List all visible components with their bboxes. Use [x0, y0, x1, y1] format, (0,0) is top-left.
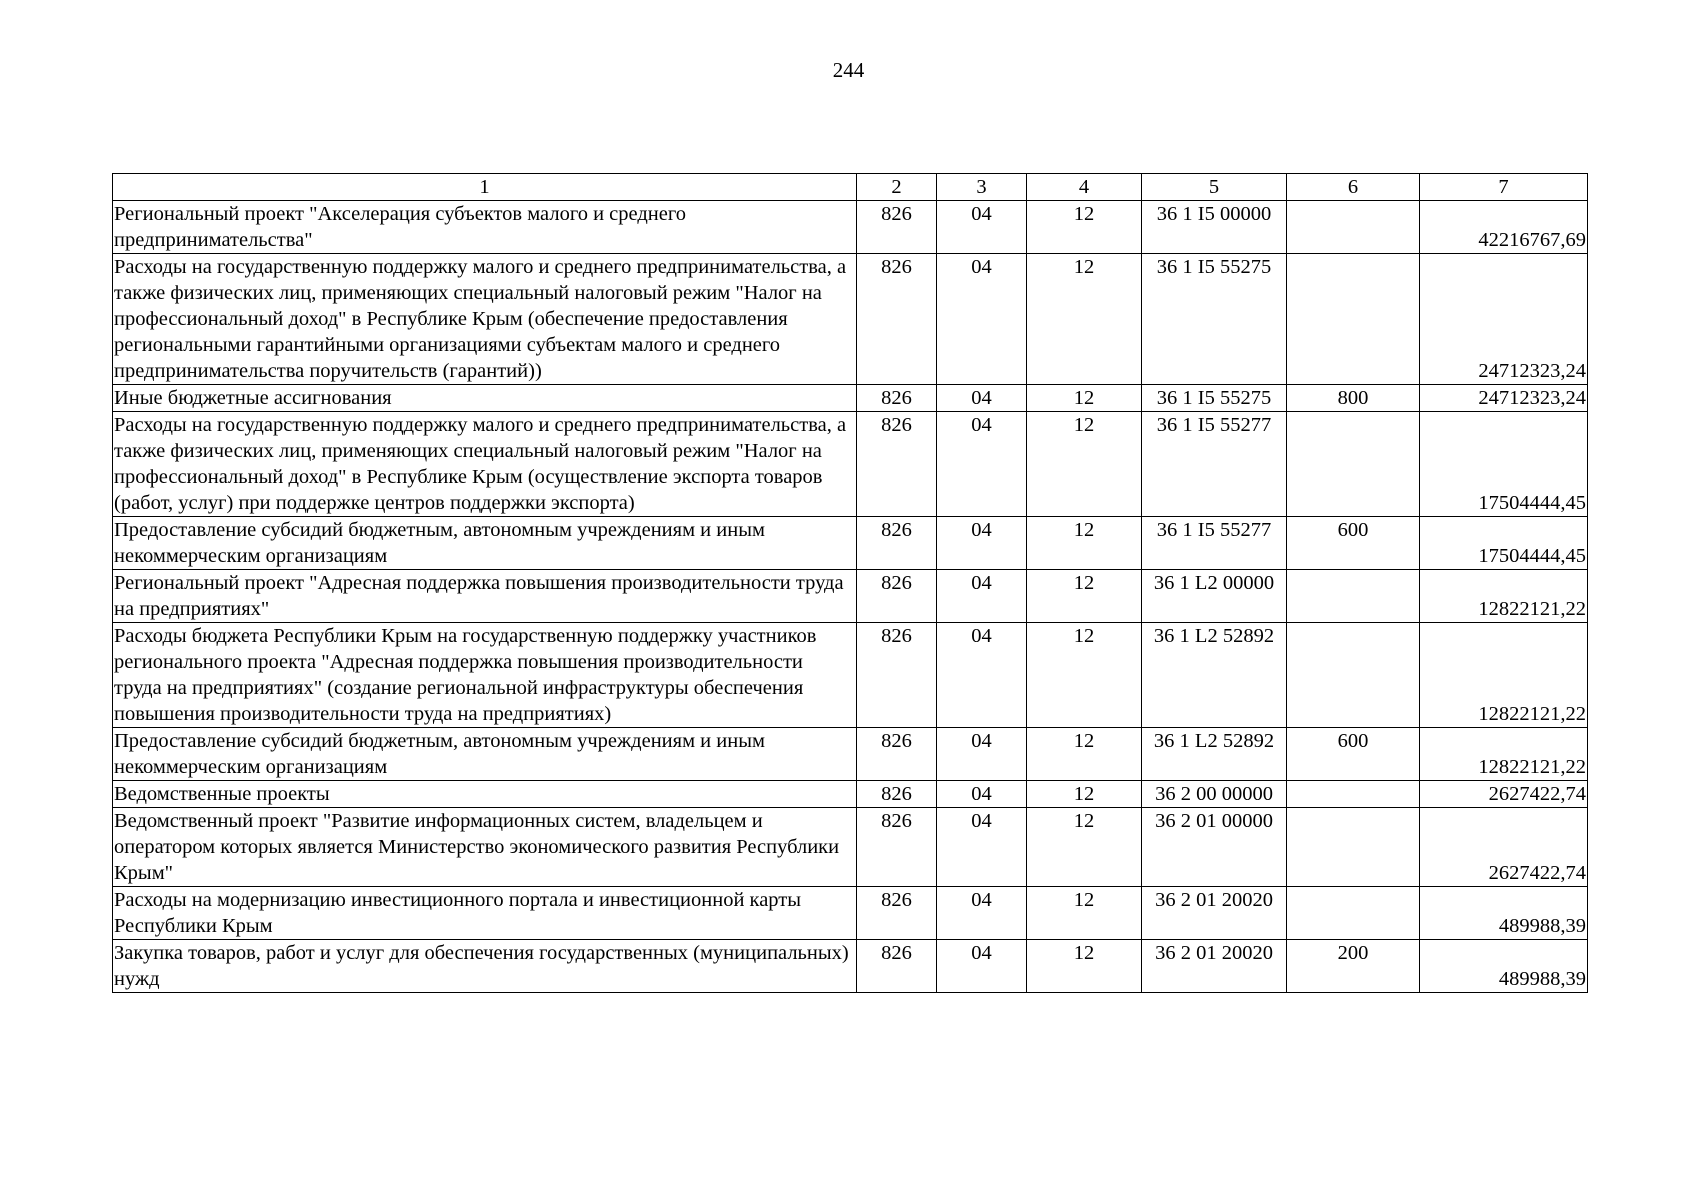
row-section: 04 — [937, 254, 1027, 385]
row-expense-type — [1287, 412, 1420, 517]
row-expense-type — [1287, 887, 1420, 940]
row-name: Предоставление субсидий бюджетным, автономным учреждениям и иным некоммерческим организациям — [113, 728, 857, 781]
row-name: Расходы бюджета Республики Крым на государственную поддержку участников регионального проекта "Адресная поддержка повышения производительности труда на предприятиях" (создание региональной инфраструктуры обеспечения повышения производительности труда на предприятиях) — [113, 623, 857, 728]
row-section: 04 — [937, 808, 1027, 887]
page-number: 244 — [832, 58, 865, 82]
row-expense-type — [1287, 808, 1420, 887]
row-subsection: 12 — [1027, 412, 1142, 517]
row-subsection: 12 — [1027, 254, 1142, 385]
row-section: 04 — [937, 412, 1027, 517]
header-col-5: 5 — [1142, 174, 1287, 201]
row-subsection: 12 — [1027, 201, 1142, 254]
row-subsection: 12 — [1027, 385, 1142, 412]
row-target-article: 36 1 L2 52892 — [1142, 623, 1287, 728]
row-name: Ведомственные проекты — [113, 781, 857, 808]
row-amount: 12822121,22 — [1420, 728, 1588, 781]
row-section: 04 — [937, 940, 1027, 993]
row-ministry-code: 826 — [857, 623, 937, 728]
row-name: Расходы на модернизацию инвестиционного портала и инвестиционной карты Республики Крым — [113, 887, 857, 940]
row-subsection: 12 — [1027, 940, 1142, 993]
row-amount: 24712323,24 — [1420, 385, 1588, 412]
row-target-article: 36 2 01 20020 — [1142, 940, 1287, 993]
row-subsection: 12 — [1027, 517, 1142, 570]
row-name: Предоставление субсидий бюджетным, автономным учреждениям и иным некоммерческим организациям — [113, 517, 857, 570]
row-target-article: 36 1 I5 55277 — [1142, 517, 1287, 570]
row-amount: 2627422,74 — [1420, 808, 1588, 887]
row-ministry-code: 826 — [857, 570, 937, 623]
row-subsection: 12 — [1027, 781, 1142, 808]
row-expense-type — [1287, 254, 1420, 385]
row-section: 04 — [937, 201, 1027, 254]
row-expense-type: 600 — [1287, 517, 1420, 570]
row-amount: 12822121,22 — [1420, 570, 1588, 623]
row-amount: 17504444,45 — [1420, 412, 1588, 517]
row-amount: 12822121,22 — [1420, 623, 1588, 728]
table-row — [113, 412, 1588, 517]
row-ministry-code: 826 — [857, 728, 937, 781]
header-col-1: 1 — [113, 174, 857, 201]
row-subsection: 12 — [1027, 887, 1142, 940]
row-section: 04 — [937, 728, 1027, 781]
row-amount: 489988,39 — [1420, 887, 1588, 940]
table-row — [113, 385, 1588, 412]
header-row — [113, 174, 1588, 201]
row-subsection: 12 — [1027, 623, 1142, 728]
row-expense-type — [1287, 623, 1420, 728]
row-expense-type: 600 — [1287, 728, 1420, 781]
row-target-article: 36 1 I5 55275 — [1142, 385, 1287, 412]
row-section: 04 — [937, 517, 1027, 570]
row-amount: 24712323,24 — [1420, 254, 1588, 385]
row-name: Региональный проект "Акселерация субъектов малого и среднего предпринимательства" — [113, 201, 857, 254]
row-expense-type — [1287, 201, 1420, 254]
row-target-article: 36 1 I5 55277 — [1142, 412, 1287, 517]
row-expense-type: 200 — [1287, 940, 1420, 993]
row-name: Региональный проект "Адресная поддержка повышения производительности труда на предприятиях" — [113, 570, 857, 623]
row-amount: 489988,39 — [1420, 940, 1588, 993]
header-col-6: 6 — [1287, 174, 1420, 201]
row-name: Ведомственный проект "Развитие информационных систем, владельцем и оператором которых является Министерство экономического развития Республики Крым" — [113, 808, 857, 887]
row-target-article: 36 1 L2 00000 — [1142, 570, 1287, 623]
table-row — [113, 728, 1588, 781]
table-row — [113, 808, 1588, 887]
row-target-article: 36 1 I5 55275 — [1142, 254, 1287, 385]
header-col-2: 2 — [857, 174, 937, 201]
row-ministry-code: 826 — [857, 808, 937, 887]
header-col-7: 7 — [1420, 174, 1588, 201]
header-col-4: 4 — [1027, 174, 1142, 201]
row-name: Расходы на государственную поддержку малого и среднего предпринимательства, а также физических лиц, применяющих специальный налоговый режим "Налог на профессиональный доход" в Республике Крым (обеспечение предоставления региональными гарантийными организациями субъектам малого и среднего предпринимательства поручительств (гарантий)) — [113, 254, 857, 385]
table-row — [113, 517, 1588, 570]
table-row — [113, 254, 1588, 385]
row-target-article: 36 1 L2 52892 — [1142, 728, 1287, 781]
row-target-article: 36 2 01 20020 — [1142, 887, 1287, 940]
row-target-article: 36 1 I5 00000 — [1142, 201, 1287, 254]
row-ministry-code: 826 — [857, 887, 937, 940]
table-row — [113, 781, 1588, 808]
row-amount: 2627422,74 — [1420, 781, 1588, 808]
table-header — [113, 174, 1588, 201]
table-body — [113, 201, 1588, 993]
row-name: Закупка товаров, работ и услуг для обеспечения государственных (муниципальных) нужд — [113, 940, 857, 993]
table-row — [113, 623, 1588, 728]
row-ministry-code: 826 — [857, 254, 937, 385]
row-expense-type — [1287, 570, 1420, 623]
row-subsection: 12 — [1027, 728, 1142, 781]
row-section: 04 — [937, 623, 1027, 728]
table-row — [113, 201, 1588, 254]
budget-table — [112, 173, 1588, 993]
table-row — [113, 887, 1588, 940]
row-section: 04 — [937, 385, 1027, 412]
row-ministry-code: 826 — [857, 940, 937, 993]
row-amount: 42216767,69 — [1420, 201, 1588, 254]
row-ministry-code: 826 — [857, 412, 937, 517]
table-row — [113, 570, 1588, 623]
row-section: 04 — [937, 781, 1027, 808]
row-ministry-code: 826 — [857, 781, 937, 808]
row-target-article: 36 2 00 00000 — [1142, 781, 1287, 808]
row-ministry-code: 826 — [857, 201, 937, 254]
row-subsection: 12 — [1027, 570, 1142, 623]
row-target-article: 36 2 01 00000 — [1142, 808, 1287, 887]
row-expense-type: 800 — [1287, 385, 1420, 412]
row-name: Расходы на государственную поддержку малого и среднего предпринимательства, а также физических лиц, применяющих специальный налоговый режим "Налог на профессиональный доход" в Республике Крым (осуществление экспорта товаров (работ, услуг) при поддержке центров поддержки экспорта) — [113, 412, 857, 517]
row-section: 04 — [937, 570, 1027, 623]
row-expense-type — [1287, 781, 1420, 808]
row-name: Иные бюджетные ассигнования — [113, 385, 857, 412]
table-row — [113, 940, 1588, 993]
row-subsection: 12 — [1027, 808, 1142, 887]
header-col-3: 3 — [937, 174, 1027, 201]
row-ministry-code: 826 — [857, 385, 937, 412]
row-section: 04 — [937, 887, 1027, 940]
row-amount: 17504444,45 — [1420, 517, 1588, 570]
row-ministry-code: 826 — [857, 517, 937, 570]
